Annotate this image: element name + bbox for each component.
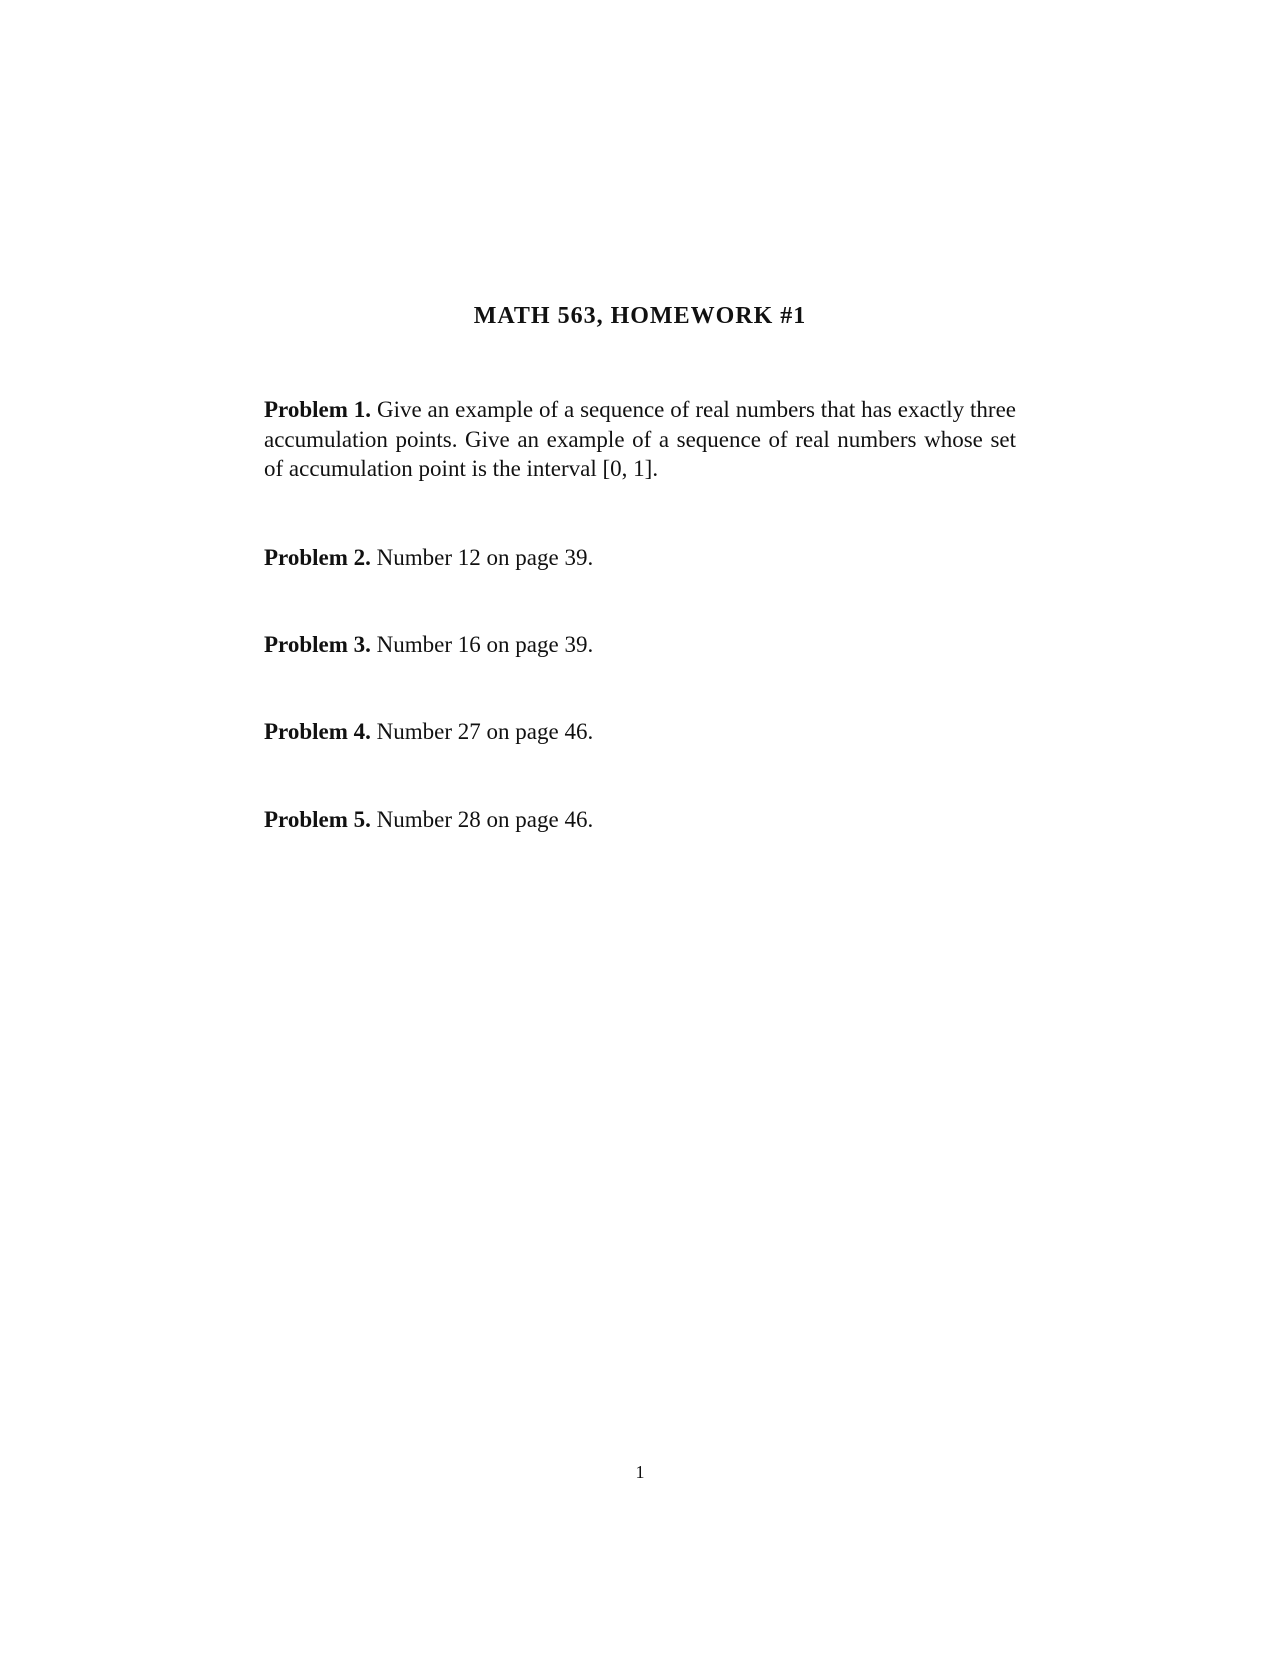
problem-5	[264, 805, 1016, 835]
problem-3	[264, 630, 1016, 660]
problem-2-label: Problem 2.	[264, 545, 371, 570]
problem-2-text: Number 12 on page 39.	[376, 545, 594, 570]
problem-3-label: Problem 3.	[264, 632, 371, 657]
problem-2	[264, 543, 1016, 573]
problem-1	[264, 395, 1016, 484]
problem-5-label: Problem 5.	[264, 807, 371, 832]
problem-1-text: Give an example of a sequence of real numbers that has exactly three accumulation points. Give an example of a sequence of real numbers whose set of accumulation point is the interval [0, 1].	[264, 397, 1016, 481]
problem-4	[264, 717, 1016, 747]
problem-4-text: Number 27 on page 46.	[376, 719, 594, 744]
page-number: 1	[635, 1462, 645, 1482]
problem-1-label: Problem 1.	[264, 397, 372, 422]
problem-4-label: Problem 4.	[264, 719, 371, 744]
problem-5-text: Number 28 on page 46.	[376, 807, 594, 832]
problem-3-text: Number 16 on page 39.	[376, 632, 594, 657]
document-title: MATH 563, HOMEWORK #1	[473, 303, 807, 329]
